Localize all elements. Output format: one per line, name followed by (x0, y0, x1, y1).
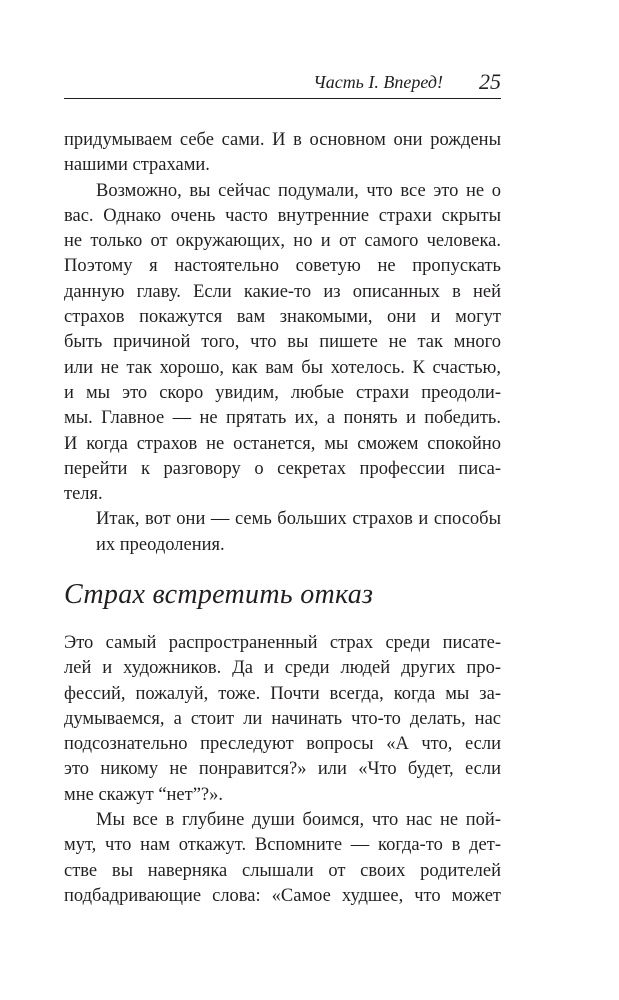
text-block-section (64, 631, 501, 909)
text-line: придумываем себе сами. И в основном они рождены (64, 130, 501, 150)
text-line: мут, что нам откажут. Вспомните — когда-то в дет- (64, 835, 501, 856)
text-line: теля. (64, 484, 103, 505)
text-line: мы. Главное — не прятать их, а понять и победить. (64, 408, 501, 429)
text-line: Это самый распространенный страх среди писате- (64, 633, 501, 653)
text-line: подсознательно преследуют вопросы «А что, если (64, 734, 501, 755)
text-line: мне скажут “нет”?». (64, 784, 224, 805)
text-line: лей и художников. Да и среди людей других про- (64, 658, 501, 679)
paragraph-first-line: Мы все в глубине души боимся, что нас не пой- (96, 810, 501, 831)
text-line: думываемся, а стоит ли начинать что-то делать, нас (64, 708, 501, 729)
page-number: 25 (479, 69, 501, 94)
text-line: перейти к разговору о секретах профессии писа- (64, 458, 501, 479)
running-head (64, 68, 501, 99)
text-line: или не так хорошо, как вам бы хотелось. К счастью, (64, 357, 501, 378)
text-line: и мы это скоро увидим, любые страхи преодоли- (64, 382, 501, 403)
text-line: Поэтому я настоятельно советую не пропускать (64, 256, 501, 277)
text-line: подбадривающие слова: «Самое худшее, что может (64, 885, 501, 906)
text-line: быть причиной того, что вы пишете не так много (64, 332, 501, 353)
text-line: страхов покажутся вам знакомыми, они и могут (64, 307, 501, 328)
text-line: стве вы наверняка слышали от своих родителей (64, 860, 501, 881)
running-title: Часть I. Вперед! (313, 72, 443, 92)
paragraph-first-line: Возможно, вы сейчас подумали, что все это не о (96, 180, 501, 201)
text-line: нашими страхами. (64, 155, 210, 176)
text-line: данную главу. Если какие-то из описанных в ней (64, 281, 501, 302)
text-line: вас. Однако очень часто внутренние страхи скрыты (64, 205, 501, 226)
text-line: это никому не понравится?» или «Что будет, если (64, 759, 501, 780)
text-line: фессий, пожалуй, тоже. Почти всегда, когда мы за- (64, 683, 501, 704)
text-block-intro (64, 128, 501, 558)
text-line: И когда страхов не останется, мы сможем спокойно (64, 433, 501, 454)
paragraph-first-line: Итак, вот они — семь больших страхов и способы (96, 509, 501, 530)
text-line: не только от окружающих, но и от самого человека. (64, 231, 501, 252)
section-heading: Страх встретить отказ (64, 579, 374, 610)
text-line: их преодоления. (96, 534, 225, 555)
